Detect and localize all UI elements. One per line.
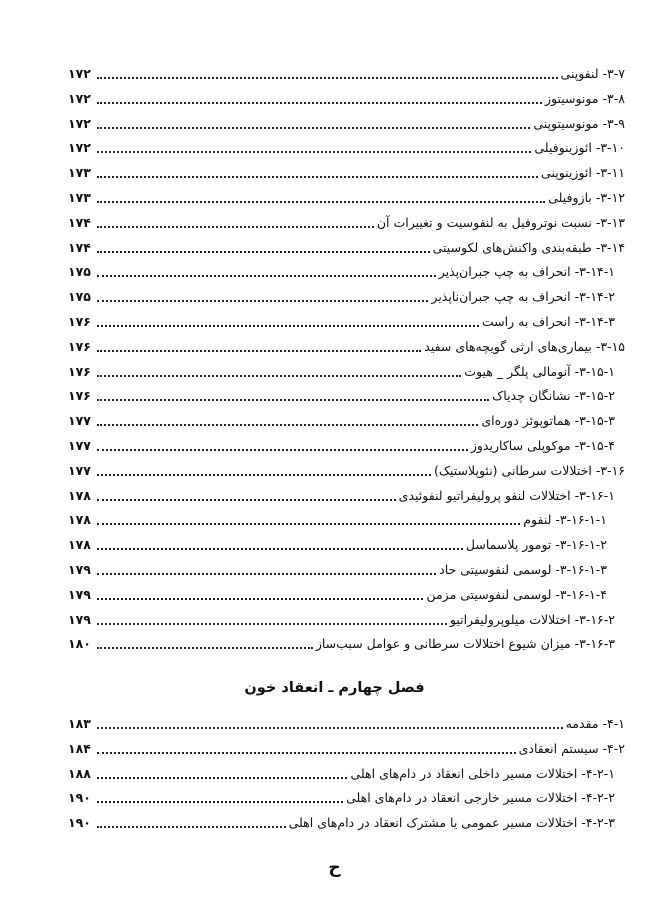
toc-entry-title: ۳-۷- لنفوپنی bbox=[560, 66, 625, 81]
toc-entry bbox=[68, 60, 625, 82]
toc-entry bbox=[68, 432, 625, 454]
toc-entry-title: ۳-۱۶-۱-۱- لنفوم bbox=[523, 512, 607, 528]
dot-leader bbox=[97, 275, 436, 277]
dot-leader bbox=[97, 598, 423, 600]
chapter-heading: فصل چهارم ـ انعقاد خون bbox=[244, 680, 425, 696]
toc-entry bbox=[68, 110, 625, 132]
toc-entry-page: ۱۷۸ bbox=[68, 487, 91, 503]
toc-entry-title: ۳-۱۶-۱-۳- لوسمی لنفوسیتی حاد bbox=[439, 562, 607, 577]
dot-leader bbox=[97, 226, 374, 228]
toc-entry-title: ۳-۱۳- نسبت نوتروفیل به لنفوسیت و تغییرات آن bbox=[376, 214, 625, 230]
dot-leader bbox=[97, 826, 286, 828]
dot-leader bbox=[97, 623, 447, 625]
toc-entry-title: ۳-۱۵-۴- موکوپلی ساکاریدوز bbox=[470, 438, 615, 453]
toc-entry bbox=[68, 308, 625, 330]
dot-leader bbox=[97, 201, 545, 203]
toc-entry-page: ۱۷۷ bbox=[68, 462, 91, 478]
toc-entry bbox=[68, 581, 625, 603]
toc-entry bbox=[68, 382, 625, 404]
toc-entry bbox=[68, 457, 625, 479]
dot-leader bbox=[97, 777, 347, 779]
toc-entry bbox=[68, 606, 625, 628]
toc-entry bbox=[68, 482, 625, 504]
toc-entry bbox=[68, 234, 625, 256]
toc-entry-title: ۴-۲-۳- اختلالات مسیر عمومی یا مشترک انعقاد در دام‌های اهلی bbox=[288, 815, 615, 831]
toc-entry-title: ۳-۱۶-۱- اختلالات لنفو پرولیفراتیو لنفوئیدی bbox=[398, 487, 615, 503]
toc-entry bbox=[68, 784, 625, 806]
toc-entry-page: ۱۷۲ bbox=[68, 140, 91, 156]
dot-leader bbox=[97, 449, 468, 451]
toc-entry-title: ۴-۲-۱- اختلالات مسیر داخلی انعقاد در دام‌های اهلی bbox=[350, 765, 615, 781]
toc-entry bbox=[68, 333, 625, 355]
toc-entry bbox=[68, 85, 625, 107]
toc-entry bbox=[68, 283, 625, 305]
toc-entry-title: ۳-۱۱- ائوزینوپنی bbox=[541, 165, 625, 181]
dot-leader bbox=[97, 251, 430, 253]
toc-entry-title: ۳-۱۶-۱-۴- لوسمی لنفوسیتی مزمن bbox=[426, 586, 607, 602]
dot-leader bbox=[97, 151, 531, 153]
toc-entry bbox=[68, 358, 625, 380]
toc-entry bbox=[68, 710, 625, 732]
dot-leader bbox=[97, 77, 558, 79]
toc-entry bbox=[68, 809, 625, 831]
toc-entry-title: ۳-۱۶-۳- میزان شیوع اختلالات سرطانی و عوامل سبب‌ساز bbox=[315, 636, 615, 652]
toc-entry-title: ۳-۱۶-۲- اختلالات میلوپرولیفراتیو bbox=[449, 611, 615, 627]
toc-entry-page: ۱۷۶ bbox=[68, 314, 91, 329]
dot-leader bbox=[97, 647, 313, 649]
toc-entry-page: ۱۷۳ bbox=[68, 190, 91, 205]
toc-entry bbox=[68, 630, 625, 652]
toc-entry-page: ۱۷۵ bbox=[68, 264, 91, 280]
toc-entry bbox=[68, 735, 625, 757]
toc-entry-page: ۱۸۰ bbox=[68, 636, 91, 652]
toc-entry bbox=[68, 556, 625, 578]
toc-entry-page: ۱۷۹ bbox=[68, 586, 91, 602]
toc-entry-page: ۱۷۸ bbox=[68, 537, 91, 553]
toc-entry-title: ۴-۱- مقدمه bbox=[565, 716, 625, 731]
toc-entry-title: ۳-۱۶-۱-۲- تومور پلاسماسل bbox=[465, 537, 607, 553]
toc-entry-page: ۱۷۸ bbox=[68, 512, 91, 528]
toc-entry-title: ۳-۱۵-۲- نشانگان چدیاک bbox=[492, 388, 615, 404]
toc-entry bbox=[68, 184, 625, 206]
toc-entry bbox=[68, 531, 625, 553]
toc-entry-page: ۱۷۲ bbox=[68, 115, 91, 131]
toc-entry-page: ۱۷۶ bbox=[68, 363, 91, 379]
dot-leader bbox=[97, 375, 461, 377]
dot-leader bbox=[97, 548, 463, 550]
dot-leader bbox=[97, 350, 421, 352]
toc-entry-page: ۱۹۰ bbox=[68, 815, 91, 831]
dot-leader bbox=[97, 102, 542, 104]
dot-leader bbox=[97, 424, 478, 426]
toc-entry-title: ۳-۱۴- طبقه‌بندی واکنش‌های لکوسیتی bbox=[432, 239, 625, 255]
toc-entry-page: ۱۷۶ bbox=[68, 388, 91, 404]
toc-entry-title: ۳-۱۵-۳- هماتوپوئز دوره‌ای bbox=[481, 413, 615, 429]
dot-leader bbox=[97, 752, 516, 754]
page-number: ح bbox=[328, 858, 341, 878]
toc-entry-page: ۱۷۴ bbox=[68, 239, 91, 255]
toc-entry-page: ۱۷۴ bbox=[68, 214, 91, 230]
toc-entry-page: ۱۷۶ bbox=[68, 338, 91, 354]
toc-entry-title: ۳-۸- مونوسیتوز bbox=[544, 90, 625, 106]
dot-leader bbox=[97, 573, 436, 575]
toc-entry-page: ۱۹۰ bbox=[68, 790, 91, 806]
dot-leader bbox=[97, 300, 428, 302]
dot-leader bbox=[97, 523, 520, 525]
toc-entry-title: ۳-۱۴-۲- انحراف به چپ جبران‌ناپذیر bbox=[431, 289, 615, 305]
toc-entry-page: ۱۷۳ bbox=[68, 165, 91, 181]
toc-entry-title: ۳-۱۵- بیماری‌های ارثی گویچه‌های سفید bbox=[424, 338, 625, 354]
toc-entry-title: ۳-۱۲- بازوفیلی bbox=[548, 190, 625, 205]
toc-entry-title: ۳-۱۵-۱- آنومالی پلگر _ هیوت bbox=[464, 363, 615, 379]
toc-entry-page: ۱۸۸ bbox=[68, 765, 91, 781]
toc-entry-page: ۱۷۲ bbox=[68, 66, 91, 81]
dot-leader bbox=[97, 727, 563, 729]
dot-leader bbox=[97, 325, 479, 327]
toc-entry-title: ۳-۱۰- ائوزینوفیلی bbox=[534, 140, 625, 156]
toc-entry bbox=[68, 134, 625, 156]
toc-entry-page: ۱۷۹ bbox=[68, 562, 91, 577]
dot-leader bbox=[97, 176, 538, 178]
toc-entry-title: ۳-۱۴-۱- انحراف به چپ جبران‌پذیر bbox=[438, 264, 615, 280]
toc-entry bbox=[68, 258, 625, 280]
toc-entry-page: ۱۸۴ bbox=[68, 740, 91, 756]
dot-leader bbox=[97, 499, 396, 501]
toc-entry-title: ۳-۱۶- اختلالات سرطانی (نئوپلاستیک) bbox=[433, 462, 625, 478]
toc-entry-page: ۱۷۲ bbox=[68, 90, 91, 106]
toc-entry bbox=[68, 760, 625, 782]
toc-entry-page: ۱۷۵ bbox=[68, 289, 91, 305]
toc-entry bbox=[68, 407, 625, 429]
dot-leader bbox=[97, 399, 489, 401]
dot-leader bbox=[97, 127, 530, 129]
toc-entry bbox=[68, 209, 625, 231]
toc-entry-title: ۴-۲- سیستم انعقادی bbox=[518, 740, 625, 756]
toc-entry bbox=[68, 159, 625, 181]
toc-entry-title: ۳-۱۴-۳- انحراف به راست bbox=[481, 314, 615, 329]
dot-leader bbox=[97, 474, 431, 476]
toc-entry-page: ۱۷۷ bbox=[68, 438, 91, 453]
toc-entry-page: ۱۷۹ bbox=[68, 611, 91, 627]
toc-entry-title: ۴-۲-۲- اختلالات مسیر خارجی انعقاد در دام‌های اهلی bbox=[346, 790, 615, 806]
toc-entry-page: ۱۷۷ bbox=[68, 413, 91, 429]
toc-entry bbox=[68, 506, 625, 528]
toc-entry-page: ۱۸۳ bbox=[68, 716, 91, 731]
dot-leader bbox=[97, 801, 343, 803]
toc-entry-title: ۳-۹- مونوسیتوپنی bbox=[533, 115, 625, 131]
